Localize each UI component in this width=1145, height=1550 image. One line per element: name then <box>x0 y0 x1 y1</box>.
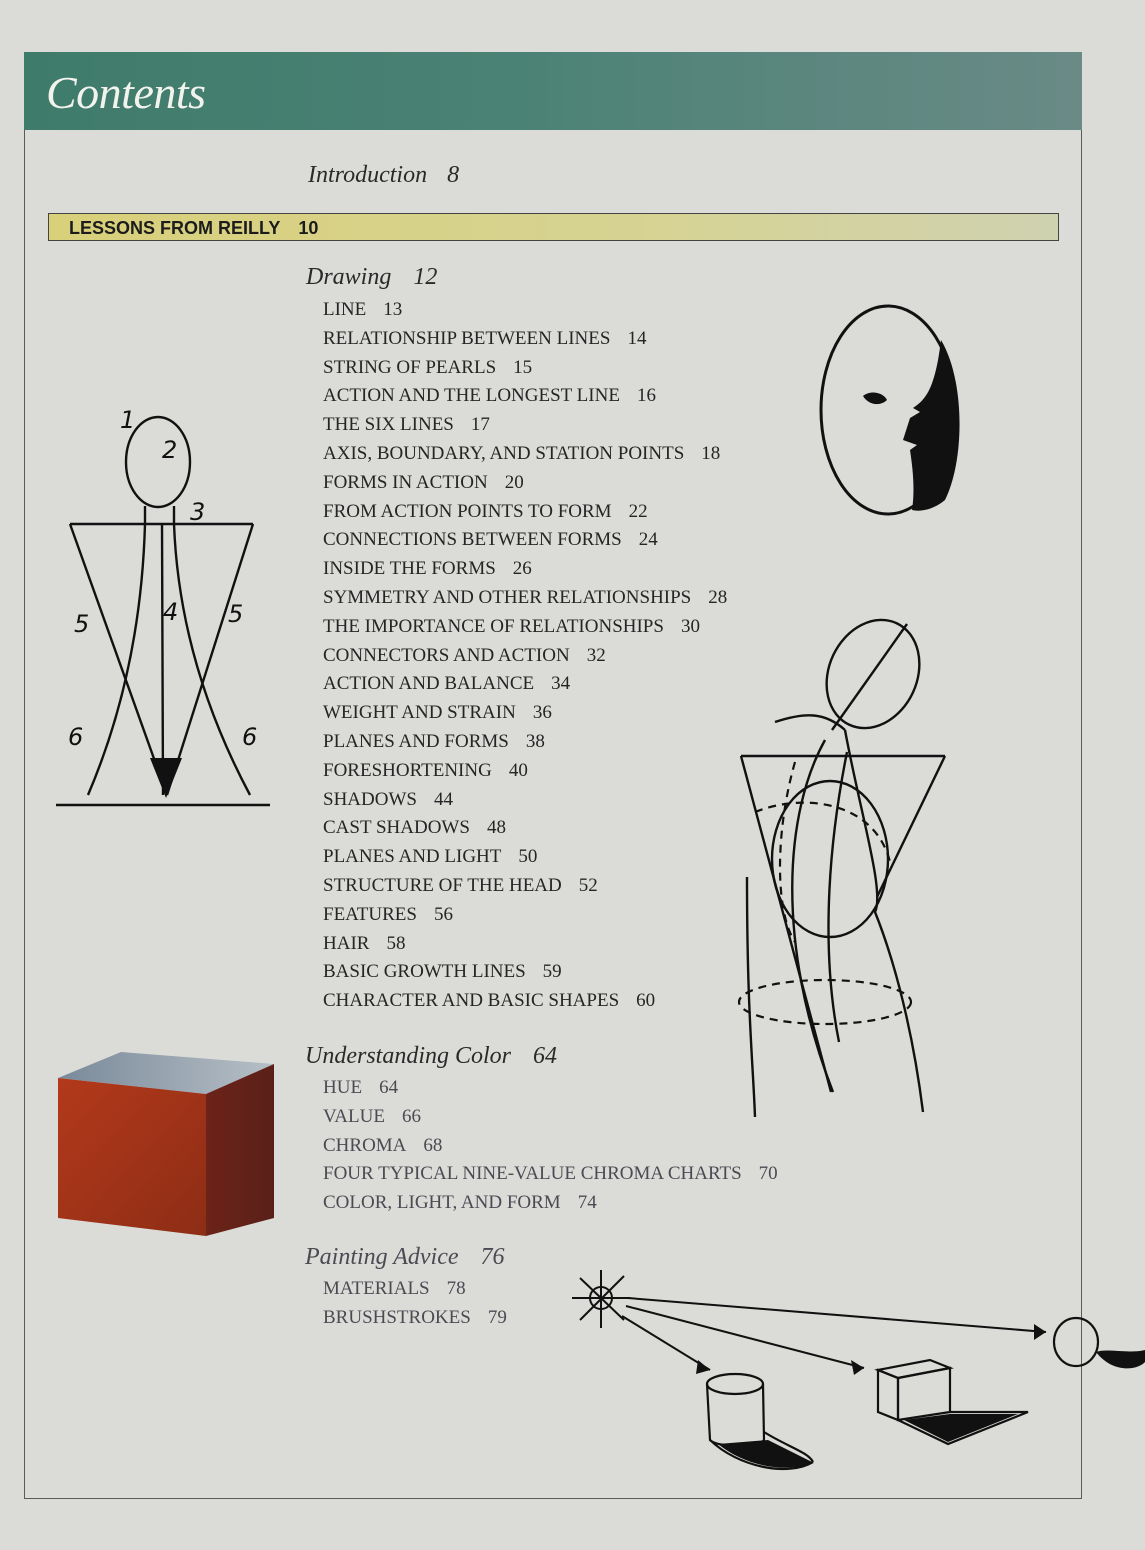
figure-label: 5 <box>74 610 90 638</box>
toc-entry-label: THE SIX LINES <box>323 414 454 436</box>
toc-entry-page: 20 <box>504 471 524 493</box>
toc-entry[interactable] <box>323 1132 778 1161</box>
toc-entry[interactable] <box>323 814 727 843</box>
toc-entry-label: LINE <box>323 299 367 320</box>
toc-entry-page: 70 <box>758 1163 778 1185</box>
toc-entry-label: FORMS IN ACTION <box>323 471 488 493</box>
section-drawing-title[interactable] <box>306 264 437 291</box>
section-title-page: 64 <box>533 1043 558 1069</box>
toc-entry-label: CAST SHADOWS <box>323 817 470 839</box>
figure-label: 5 <box>228 600 244 628</box>
toc-entry-page: 59 <box>542 961 562 983</box>
toc-entry-label: STRUCTURE OF THE HEAD <box>323 874 562 896</box>
section-painting-title[interactable] <box>305 1244 505 1271</box>
section-title-label: Understanding Color <box>305 1043 512 1069</box>
toc-entry-page: 17 <box>470 414 490 436</box>
section-title-page: 76 <box>480 1244 505 1270</box>
toc-entry[interactable] <box>323 1189 778 1218</box>
toc-entry[interactable] <box>323 699 727 728</box>
toc-entry-label: INSIDE THE FORMS <box>323 558 496 580</box>
toc-entry[interactable] <box>323 325 727 354</box>
toc-entry-page: 74 <box>577 1192 597 1214</box>
toc-entry-label: HAIR <box>323 932 370 954</box>
figure-label: 6 <box>242 723 258 751</box>
toc-entry-page: 64 <box>379 1077 399 1098</box>
toc-entry-page: 78 <box>446 1278 466 1299</box>
figure-label: 4 <box>163 598 179 626</box>
toc-entry-page: 60 <box>636 990 656 1012</box>
toc-entry[interactable] <box>323 555 727 584</box>
intro-page: 8 <box>447 162 460 188</box>
toc-entry-label: COLOR, LIGHT, AND FORM <box>323 1192 561 1214</box>
toc-entry-page: 30 <box>680 615 700 637</box>
toc-entry-page: 28 <box>708 586 728 608</box>
toc-entry-label: MATERIALS <box>323 1278 430 1299</box>
toc-entry-label: BASIC GROWTH LINES <box>323 961 526 983</box>
figure-label: 2 <box>162 436 178 464</box>
toc-introduction[interactable] <box>308 162 459 189</box>
toc-entry-page: 32 <box>586 644 606 666</box>
toc-entry[interactable] <box>323 1275 507 1304</box>
toc-entry[interactable] <box>323 498 727 527</box>
toc-entry-label: STRING OF PEARLS <box>323 356 497 378</box>
toc-entry-label: CONNECTORS AND ACTION <box>323 644 570 666</box>
toc-entry-page: 13 <box>383 299 403 320</box>
toc-entry-label: PLANES AND LIGHT <box>323 846 502 868</box>
lessons-label: LESSONS FROM REILLY <box>69 218 281 238</box>
toc-lessons-heading[interactable] <box>69 218 318 239</box>
drawing-toc-list <box>323 296 727 1016</box>
toc-entry-label: VALUE <box>323 1105 385 1127</box>
toc-entry-page: 14 <box>627 327 647 349</box>
toc-entry[interactable] <box>323 872 727 901</box>
toc-entry[interactable] <box>323 987 727 1016</box>
toc-entry[interactable] <box>323 1074 778 1103</box>
toc-entry-label: SYMMETRY AND OTHER RELATIONSHIPS <box>323 586 692 608</box>
toc-entry-label: FROM ACTION POINTS TO FORM <box>323 500 612 522</box>
toc-entry-page: 50 <box>518 846 538 868</box>
toc-entry[interactable] <box>323 728 727 757</box>
toc-entry-label: AXIS, BOUNDARY, AND STATION POINTS <box>323 442 685 464</box>
figure-label: 6 <box>68 723 84 751</box>
toc-entry[interactable] <box>323 382 727 411</box>
toc-entry[interactable] <box>323 526 727 555</box>
toc-entry[interactable] <box>323 843 727 872</box>
painting-toc-list <box>323 1275 507 1333</box>
toc-entry-page: 68 <box>423 1134 443 1156</box>
toc-entry-label: ACTION AND THE LONGEST LINE <box>323 385 620 407</box>
toc-entry-label: SHADOWS <box>323 788 417 810</box>
toc-entry[interactable] <box>323 584 727 613</box>
head-sketch <box>815 300 970 520</box>
toc-entry-page: 40 <box>508 759 528 781</box>
toc-entry-label: FEATURES <box>323 903 417 925</box>
toc-entry[interactable] <box>323 613 727 642</box>
section-title-label: Drawing <box>306 264 392 290</box>
toc-entry-label: CHROMA <box>323 1134 407 1156</box>
toc-entry[interactable] <box>323 901 727 930</box>
toc-entry-page: 52 <box>578 874 598 896</box>
section-title-page: 12 <box>413 264 438 290</box>
toc-entry-label: CHARACTER AND BASIC SHAPES <box>323 990 620 1012</box>
toc-entry-label: CONNECTIONS BETWEEN FORMS <box>323 529 622 551</box>
toc-entry[interactable] <box>323 786 727 815</box>
torso-sketch <box>735 612 950 1122</box>
six-lines-figure <box>50 400 280 815</box>
toc-entry-page: 38 <box>525 730 545 752</box>
toc-entry-label: THE IMPORTANCE OF RELATIONSHIPS <box>323 615 664 637</box>
toc-entry[interactable] <box>323 296 727 325</box>
toc-entry-page: 36 <box>532 702 552 724</box>
toc-entry-label: BRUSHSTROKES <box>323 1306 471 1328</box>
toc-entry[interactable] <box>323 1304 507 1333</box>
toc-entry-page: 56 <box>433 903 453 925</box>
toc-entry-page: 18 <box>701 442 721 464</box>
toc-entry-label: RELATIONSHIP BETWEEN LINES <box>323 327 611 349</box>
toc-entry-page: 22 <box>628 500 648 522</box>
intro-label: Introduction <box>308 162 428 188</box>
color-toc-list <box>323 1074 778 1218</box>
page-title: Contents <box>46 67 206 118</box>
toc-entry-label: FORESHORTENING <box>323 759 492 781</box>
toc-entry-page: 44 <box>433 788 453 810</box>
toc-entry-page: 16 <box>636 385 656 407</box>
toc-entry[interactable] <box>323 1103 778 1132</box>
toc-entry-page: 66 <box>401 1105 421 1127</box>
toc-entry-label: HUE <box>323 1077 363 1098</box>
toc-entry-page: 34 <box>551 673 571 695</box>
figure-label: 1 <box>120 406 136 434</box>
light-shadow-sketch <box>568 1262 1145 1487</box>
section-title-label: Painting Advice <box>305 1244 459 1270</box>
section-color-title[interactable] <box>305 1043 557 1070</box>
toc-entry-page: 48 <box>486 817 506 839</box>
toc-entry[interactable] <box>323 469 727 498</box>
lessons-page: 10 <box>298 218 319 238</box>
toc-entry-page: 15 <box>513 356 533 378</box>
toc-entry[interactable] <box>323 930 727 959</box>
toc-entry-label: ACTION AND BALANCE <box>323 673 535 695</box>
toc-entry-label: PLANES AND FORMS <box>323 730 509 752</box>
toc-entry[interactable] <box>323 642 727 671</box>
toc-entry[interactable] <box>323 411 727 440</box>
toc-entry-page: 26 <box>512 558 532 580</box>
toc-entry[interactable] <box>323 1160 778 1189</box>
toc-entry[interactable] <box>323 670 727 699</box>
toc-entry-page: 58 <box>386 932 406 954</box>
toc-entry-page: 24 <box>638 529 658 551</box>
color-cube <box>56 1050 276 1240</box>
toc-entry[interactable] <box>323 958 727 987</box>
toc-entry[interactable] <box>323 354 727 383</box>
toc-entry-label: FOUR TYPICAL NINE-VALUE CHROMA CHARTS <box>323 1163 742 1185</box>
toc-entry-label: WEIGHT AND STRAIN <box>323 702 516 724</box>
toc-entry-page: 79 <box>487 1306 507 1328</box>
toc-entry[interactable] <box>323 440 727 469</box>
figure-label: 3 <box>190 498 206 526</box>
toc-entry[interactable] <box>323 757 727 786</box>
